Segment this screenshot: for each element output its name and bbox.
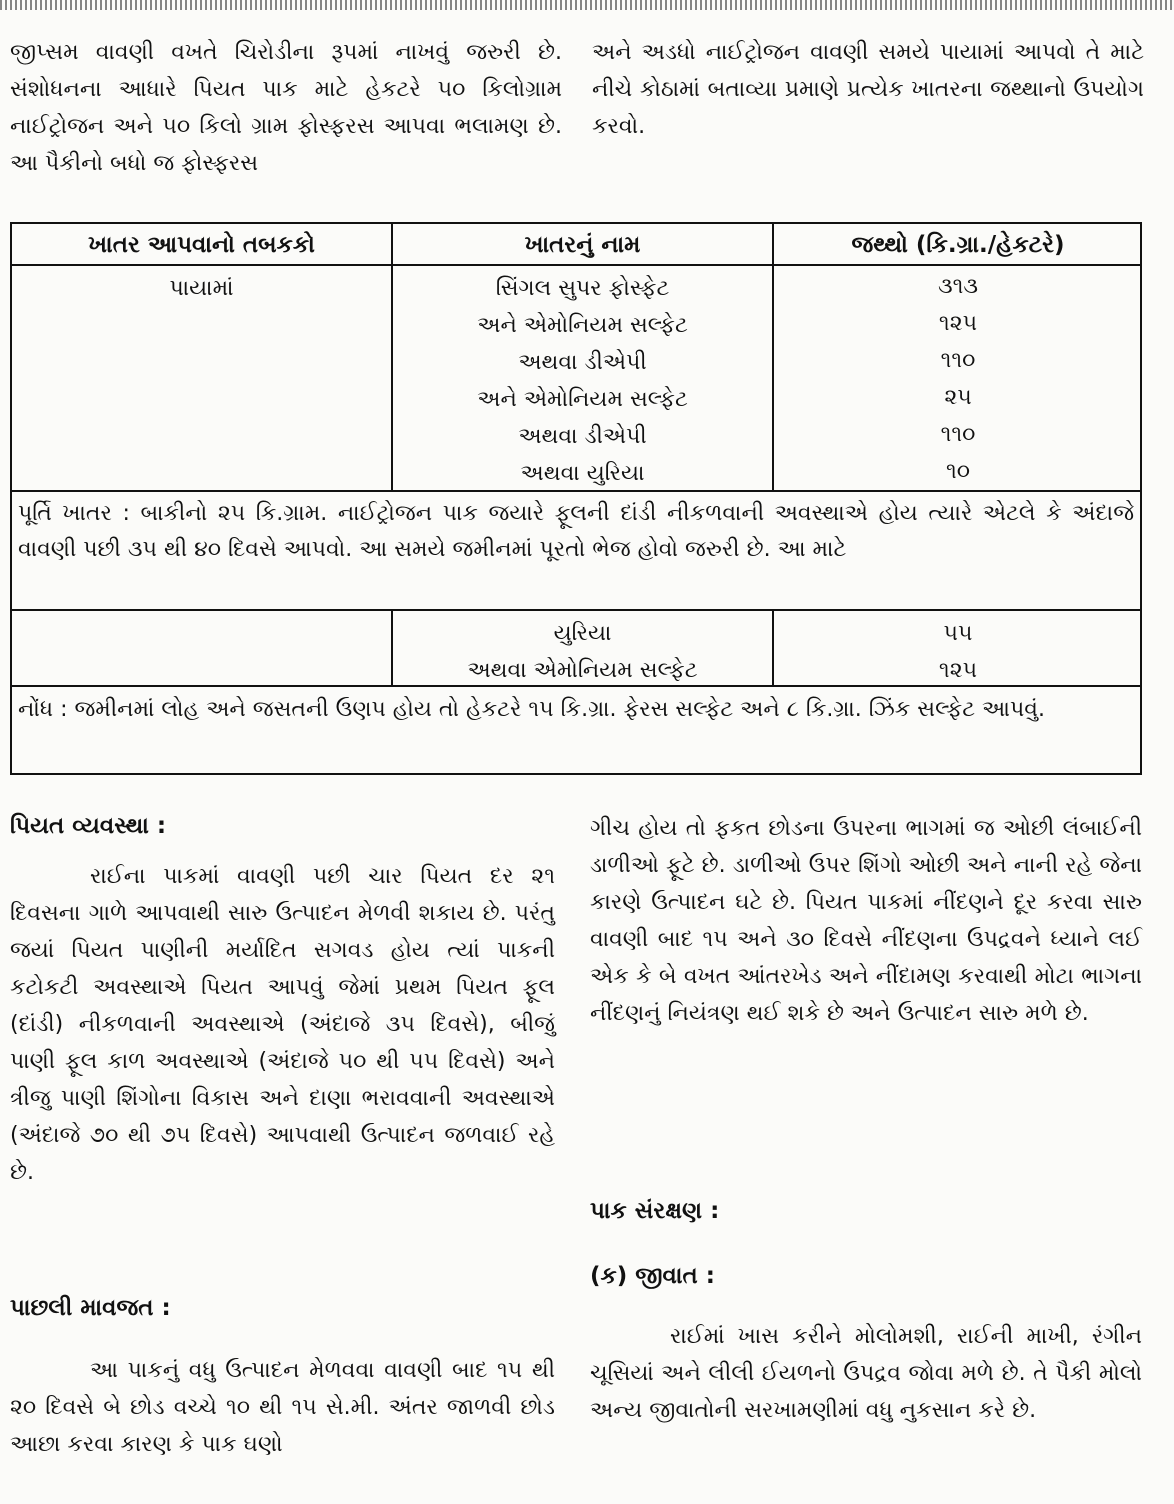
basal-fertilizer-name: અથવા ડીએપી <box>518 424 647 449</box>
table-cell-basal-names <box>393 270 772 492</box>
top-dressing-quantity: ૧૨૫ <box>938 658 978 683</box>
intro-left-paragraph: જીપ્સમ વાવણી વખતે ચિરોડીના રૂપમાં નાખવું જરુરી છે. સંશોધનના આધારે પિયત પાક માટે હેકટરે ૫૦ કિલોગ્રામ નાઈટ્રોજન અને ૫૦ કિલો ગ્રામ ફોસ્ફરસ આપવા ભલામણ છે. આ પૈકીનો બધો જ ફોસ્ફરસ <box>10 40 562 176</box>
pests-paragraph: રાઈમાં ખાસ કરીને મોલોમશી, રાઈની માખી, રંગીન ચૂસિયાં અને લીલી ઈયળનો ઉપદ્રવ જોવા મળે છે. તે પૈકી મોલો અન્ય જીવાતોની સરખામણીમાં વધુ નુકસાન કરે છે. <box>590 1324 1142 1423</box>
basal-quantity: ૧૧૦ <box>940 422 976 447</box>
irrigation-heading: પિયત વ્યવસ્થા : <box>10 813 167 839</box>
table-cell-top-dressing-quantities <box>774 615 1142 689</box>
basal-fertilizer-name: અથવા યુરિયા <box>520 461 645 486</box>
basal-fertilizer-name: અને એમોનિયમ સલ્ફેટ <box>477 387 688 412</box>
basal-fertilizer-name: અને એમોનિયમ સલ્ફેટ <box>477 313 688 338</box>
table-header-stage: ખાતર આપવાનો તબકકો <box>88 232 315 258</box>
table-row-divider <box>12 609 1140 611</box>
basal-quantity: ૩૧૩ <box>937 274 979 299</box>
basal-fertilizer-name: સિંગલ સુપર ફોસ્ફેટ <box>495 276 670 301</box>
fertilizer-table <box>10 222 1142 775</box>
top-dressing-fertilizer-name: યુરિયા <box>553 621 612 646</box>
plant-protection-heading: પાક સંરક્ષણ : <box>590 1198 720 1224</box>
top-dressing-fertilizer-name: અથવા એમોનિયમ સલ્ફેટ <box>467 658 698 683</box>
aftercare-heading: પાછલી માવજત : <box>10 1295 171 1321</box>
top-dressing-note: પૂર્તિ ખાતર : બાકીનો ૨૫ કિ.ગ્રામ. નાઈટ્રોજન પાક જયારે ફૂલની દાંડી નીકળવાની અવસ્થાએ હોય ત્યારે એટલે કે અંદાજે વાવણી પછી ૩૫ થી ૪૦ દિવસે આપવો. આ સમયે જમીનમાં પૂરતો ભેજ હોવો જરુરી છે. આ માટે <box>18 501 1134 562</box>
table-cell-top-dressing-names <box>393 615 772 689</box>
irrigation-paragraph: રાઈના પાકમાં વાવણી પછી ચાર પિયત દર ૨૧ દિવસના ગાળે આપવાથી સારુ ઉત્પાદન મેળવી શકાય છે. પરંતુ જયાં પિયત પાણીની મર્યાદિત સગવડ હોય ત્યાં પાકની કટોકટી અવસ્થાએ પિયત આપવું જેમાં પ્રથમ પિયત ફૂલ (દાંડી) નીકળવાની અવસ્થાએ (અંદાજે ૩૫ દિવસે), બીજું પાણી ફૂલ કાળ અવસ્થાએ (અંદાજે ૫૦ થી ૫૫ દિવસે) અને ત્રીજુ પાણી શિંગોના વિકાસ અને દાણા ભરાવવાની અવસ્થાએ (અંદાજે ૭૦ થી ૭૫ દિવસે) આપવાથી ઉત્પાદન જળવાઈ રહે છે. <box>10 864 555 1185</box>
table-cell-basal-quantities <box>774 268 1142 490</box>
top-dressing-quantity: ૫૫ <box>943 621 973 646</box>
basal-quantity: ૧૧૦ <box>940 348 976 373</box>
basal-quantity: ૧૦ <box>945 459 971 484</box>
table-footnote: નોંધ : જમીનમાં લોહ અને જસતની ઉણપ હોય તો હેકટરે ૧૫ કિ.ગ્રા. ફેરસ સલ્ફેટ અને ૮ કિ.ગ્રા. ઝિંક સલ્ફેટ આપવું. <box>18 697 1046 722</box>
pests-subheading: (ક) જીવાત : <box>590 1263 715 1289</box>
table-header-quantity: જથ્થો (કિ.ગ્રા./હેકટરે) <box>851 232 1065 258</box>
basal-quantity: ૨૫ <box>944 385 972 410</box>
top-border-decoration <box>0 0 1174 10</box>
table-header-fertilizer-name: ખાતરનું નામ <box>524 232 641 258</box>
weeding-paragraph: ગીચ હોય તો ફકત છોડના ઉપરના ભાગમાં જ ઓછી લંબાઈની ડાળીઓ ફૂટે છે. ડાળીઓ ઉપર શિંગો ઓછી અને નાની રહે જેના કારણે ઉત્પાદન ઘટે છે. પિયત પાકમાં નીંદણને દૂર કરવા સારુ વાવણી બાદ ૧૫ અને ૩૦ દિવસે નીંદણના ઉપદ્રવને ધ્યાને લઈ એક કે બે વખત આંતરખેડ અને નીંદામણ કરવાથી મોટા ભાગના નીંદણનું નિયંત્રણ થઈ શકે છે અને ઉત્પાદન સારુ મળે છે. <box>590 816 1142 1026</box>
basal-fertilizer-name: અથવા ડીએપી <box>518 350 647 375</box>
table-cell-stage-basal: પાયામાં <box>169 276 234 301</box>
aftercare-paragraph: આ પાકનું વધુ ઉત્પાદન મેળવવા વાવણી બાદ ૧૫ થી ૨૦ દિવસે બે છોડ વચ્ચે ૧૦ થી ૧૫ સે.મી. અંતર જાળવી છોડ આછા કરવા કારણ કે પાક ઘણો <box>10 1358 555 1457</box>
intro-right-paragraph: અને અડધો નાઈટ્રોજન વાવણી સમયે પાયામાં આપવો તે માટે નીચે કોઠામાં બતાવ્યા પ્રમાણે પ્રત્યેક ખાતરના જથ્થાનો ઉપયોગ કરવો. <box>592 40 1144 139</box>
table-row-divider <box>12 264 1140 266</box>
basal-quantity: ૧૨૫ <box>938 311 978 336</box>
